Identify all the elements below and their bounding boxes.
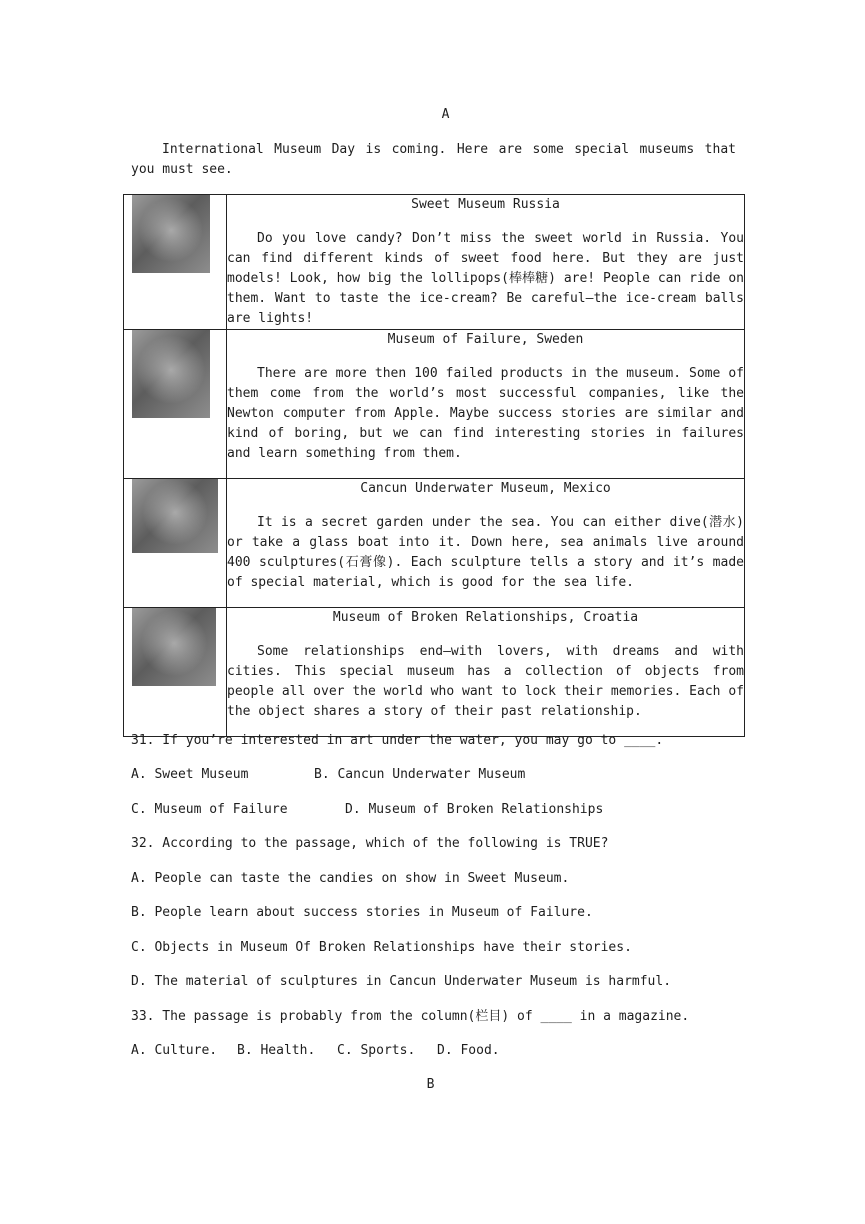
option-32-c: C. Objects in Museum Of Broken Relationships have their stories. xyxy=(131,940,632,955)
table-row xyxy=(124,479,745,608)
option-32-b: B. People learn about success stories in Museum of Failure. xyxy=(131,905,593,920)
sweet-museum-photo xyxy=(132,195,210,273)
table-row xyxy=(124,608,745,737)
question-32: 32. According to the passage, which of the following is TRUE? xyxy=(131,836,609,851)
museum-description: There are more then 100 failed products in the museum. Some of them come from the world’s most successful companies, like the Newton computer from Apple. Maybe success stories are similar and kind of boring, but we can find interesting stories in failures and learn something from them. xyxy=(227,366,744,461)
text-cell xyxy=(227,479,745,608)
museum-title: Sweet Museum Russia xyxy=(411,197,560,212)
museum-description: It is a secret garden under the sea. You can either dive(潜水) or take a glass boat into it. Down here, sea animals live around 400 sculptures(石膏像). Each sculpture tells a story and it’s made of special material, which is good for the sea life. xyxy=(227,515,744,590)
image-cell xyxy=(124,479,227,608)
museum-of-failure-photo xyxy=(132,330,210,418)
table-row xyxy=(124,195,745,330)
option-31-d: D. Museum of Broken Relationships xyxy=(345,802,604,817)
image-cell xyxy=(124,608,227,737)
option-33-b: B. Health. xyxy=(237,1043,316,1058)
option-33-d: D. Food. xyxy=(437,1043,500,1058)
section-heading-b: B xyxy=(426,1077,435,1092)
question-31: 31. If you’re interested in art under the water, you may go to ____. xyxy=(131,733,664,748)
option-32-d: D. The material of sculptures in Cancun Underwater Museum is harmful. xyxy=(131,974,672,989)
image-cell xyxy=(124,330,227,479)
section-heading-a: A xyxy=(441,107,450,122)
broken-relationships-photo xyxy=(132,608,216,686)
question-33: 33. The passage is probably from the column(栏目) of ____ in a magazine. xyxy=(131,1009,690,1024)
text-cell xyxy=(227,195,745,330)
museum-title: Cancun Underwater Museum, Mexico xyxy=(360,481,611,496)
table-row xyxy=(124,330,745,479)
option-31-b: B. Cancun Underwater Museum xyxy=(314,767,526,782)
museum-title: Museum of Failure, Sweden xyxy=(387,332,584,347)
text-cell xyxy=(227,608,745,737)
intro-paragraph: International Museum Day is coming. Here are some special museums that you must see. xyxy=(131,142,736,177)
option-33-c: C. Sports. xyxy=(337,1043,416,1058)
image-cell xyxy=(124,195,227,330)
museum-description: Do you love candy? Don’t miss the sweet world in Russia. You can find different kinds of sweet food here. But they are just models! Look, how big the lollipops(棒棒糖) are! People can ride on them. Want to taste the ice-cream? Be careful—the ice-cream balls are lights! xyxy=(227,231,744,326)
option-31-c: C. Museum of Failure xyxy=(131,802,288,817)
museums-table xyxy=(123,194,745,737)
museum-description: Some relationships end—with lovers, with dreams and with cities. This special museum has a collection of objects from people all over the world who want to lock their memories. Each of the object shares a story of their past relationship. xyxy=(227,644,744,719)
option-33-a: A. Culture. xyxy=(131,1043,218,1058)
text-cell xyxy=(227,330,745,479)
museum-title: Museum of Broken Relationships, Croatia xyxy=(332,610,639,625)
option-32-a: A. People can taste the candies on show in Sweet Museum. xyxy=(131,871,570,886)
option-31-a: A. Sweet Museum xyxy=(131,767,249,782)
underwater-museum-photo xyxy=(132,479,218,553)
